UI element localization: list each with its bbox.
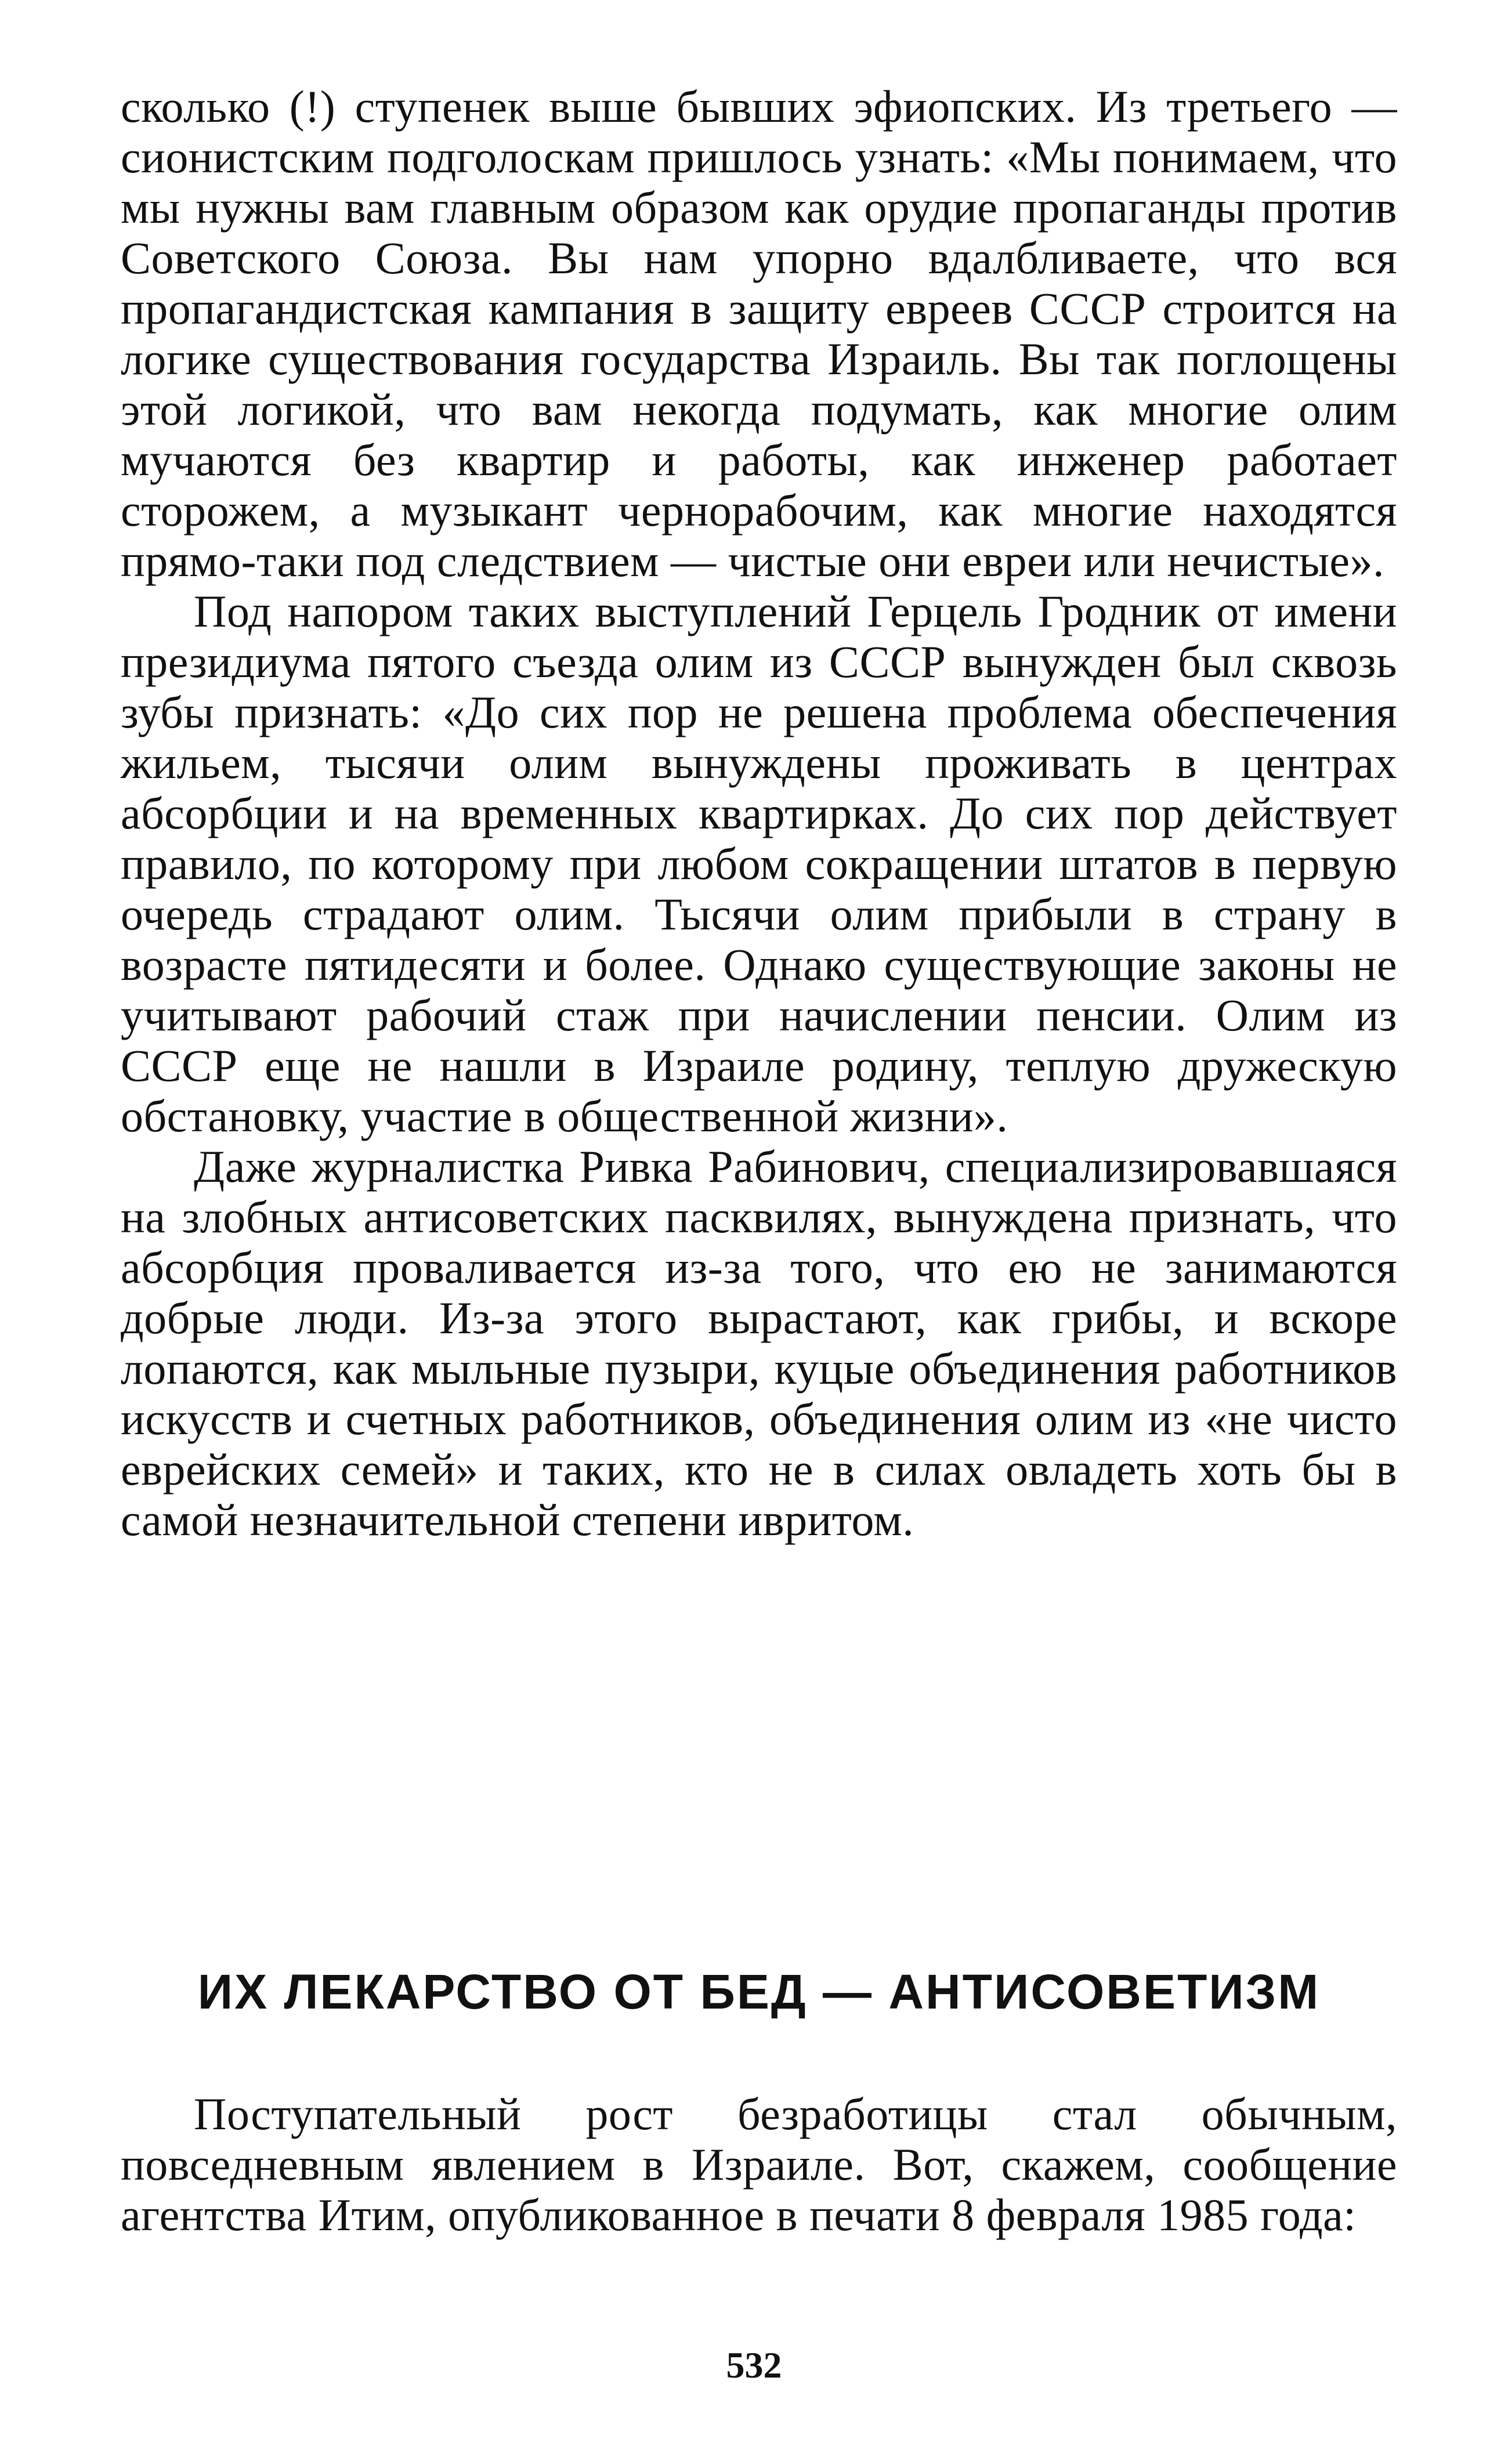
paragraph-2: Под напором таких выступлений Герцель Гродник от имени президиума пятого съезда олим из СССР вынужден был сквозь зубы признать: «До сих пор не решена проблема обеспечения жильем, тысячи олим вынуждены проживать в центрах абсорбции и на временных квартирках. До сих пор действует правило, по которому при любом сокращении штатов в первую очередь страдают олим. Тысячи олим прибыли в страну в возрасте пятидесяти и более. Однако существующие законы не учитывают рабочий стаж при начислении пенсии. Олим из СССР еще не нашли в Израиле родину, теплую дружескую обстановку, участие в общественной жизни». bbox=[121, 586, 1397, 1141]
section-heading: ИХ ЛЕКАРСТВО ОТ БЕД — АНТИСОВЕТИЗМ bbox=[197, 1964, 1321, 2019]
paragraph-1: сколько (!) ступенек выше бывших эфиопских. Из третьего — сионистским подголоскам пришлось узнать: «Мы понимаем, что мы нужны вам главным образом как орудие пропаганды против Советского Союза. Вы нам упорно вдалбливаете, что вся пропагандистская кампания в защиту евреев СССР строится на логике существования государства Израиль. Вы так поглощены этой логикой, что вам некогда подумать, как многие олим мучаются без квартир и работы, как инженер работает сторожем, а музыкант чернорабочим, как многие находятся прямо-таки под следствием — чистые они евреи или нечистые». bbox=[121, 81, 1397, 586]
section-paragraph: Поступательный рост безработицы стал обычным, повседневным явлением в Израиле. Вот, скажем, сообщение агентства Итим, опубликованное в печати 8 февраля 1985 года: bbox=[121, 2089, 1397, 2240]
section-body bbox=[121, 2089, 1397, 2240]
page-number: 532 bbox=[726, 2344, 782, 2386]
text-column bbox=[121, 81, 1397, 1545]
paragraph-3: Даже журналистка Ривка Рабинович, специализировавшаяся на злобных антисоветских пасквилях, вынуждена признать, что абсорбция проваливается из-за того, что ею не занимаются добрые люди. Из-за этого вырастают, как грибы, и вскоре лопаются, как мыльные пузыри, куцые объединения работников искусств и счетных работников, объединения олим из «не чисто еврейских семей» и таких, кто не в силах овладеть хоть бы в самой незначительной степени ивритом. bbox=[121, 1141, 1397, 1545]
